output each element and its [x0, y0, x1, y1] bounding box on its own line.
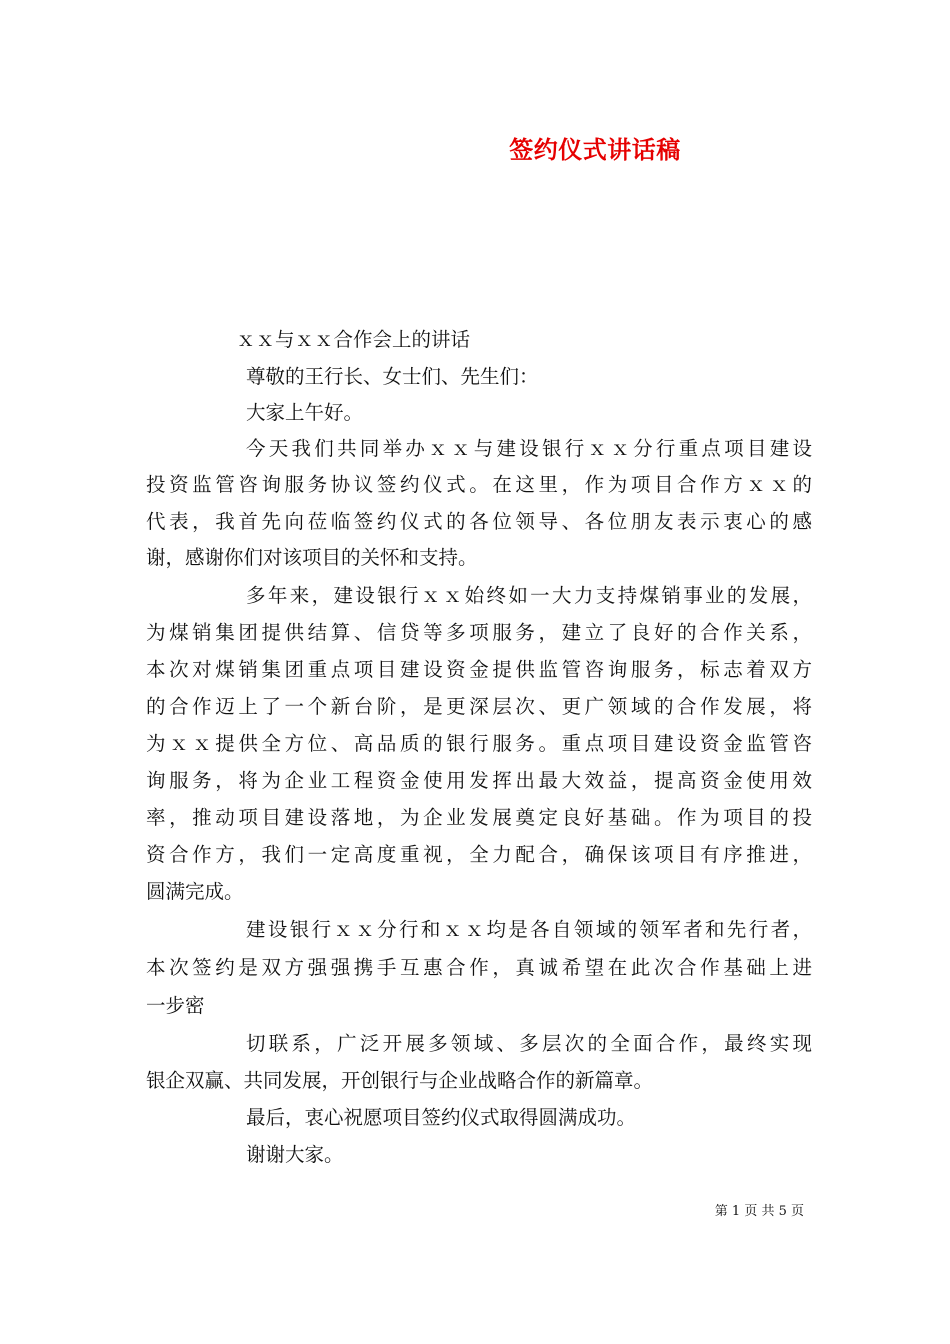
paragraph-line: 今天我们共同举办ｘｘ与建设银行ｘｘ分行重点项目建设: [246, 437, 812, 460]
paragraph-line: 率，推动项目建设落地，为企业发展奠定良好基础。作为项目的投: [146, 806, 812, 829]
paragraph-line: 一步密: [146, 994, 205, 1017]
greeting: 大家上午好。: [246, 401, 364, 424]
paragraph-line: 询服务，将为企业工程资金使用发挥出最大效益，提高资金使用效: [146, 769, 812, 792]
paragraph-line: 切联系，广泛开展多领域、多层次的全面合作，最终实现: [246, 1032, 812, 1055]
paragraph-line: 建设银行ｘｘ分行和ｘｘ均是各自领域的领军者和先行者，: [246, 918, 812, 941]
paragraph-line: 圆满完成。: [146, 880, 244, 903]
paragraph-line: 谢，感谢你们对该项目的关怀和支持。: [146, 546, 478, 569]
paragraph-line: 多年来，建设银行ｘｘ始终如一大力支持煤销事业的发展，: [246, 584, 812, 607]
paragraph-line: 谢谢大家。: [246, 1143, 344, 1166]
paragraph-line: 的合作迈上了一个新台阶，是更深层次、更广领域的合作发展，将: [146, 695, 812, 718]
paragraph-line: 本次签约是双方强强携手互惠合作，真诚希望在此次合作基础上进: [146, 956, 812, 979]
page-title: [0, 132, 950, 168]
paragraph-line: 本次对煤销集团重点项目建设资金提供监管咨询服务，标志着双方: [146, 658, 812, 681]
paragraph-line: 为煤销集团提供结算、信贷等多项服务，建立了良好的合作关系，: [146, 621, 812, 644]
speech-subtitle: ｘｘ与ｘｘ合作会上的讲话: [236, 328, 471, 351]
paragraph-line: 资合作方，我们一定高度重视，全力配合，确保该项目有序推进，: [146, 843, 812, 866]
paragraph-line: 银企双赢、共同发展，开创银行与企业战略合作的新篇章。: [146, 1069, 654, 1092]
paragraph-line: 代表，我首先向莅临签约仪式的各位领导、各位朋友表示衷心的感: [146, 510, 812, 533]
paragraph-line: 投资监管咨询服务协议签约仪式。在这里，作为项目合作方ｘｘ的: [146, 473, 812, 496]
paragraph-line: 最后，衷心祝愿项目签约仪式取得圆满成功。: [246, 1106, 637, 1129]
paragraph-line: 为ｘｘ提供全方位、高品质的银行服务。重点项目建设资金监管咨: [146, 732, 812, 755]
page-number-footer: 第 1 页 共 5 页: [714, 1204, 804, 1219]
title-text: 签约仪式讲话稿: [509, 136, 681, 164]
salutation: 尊敬的王行长、女士们、先生们：: [246, 365, 539, 388]
